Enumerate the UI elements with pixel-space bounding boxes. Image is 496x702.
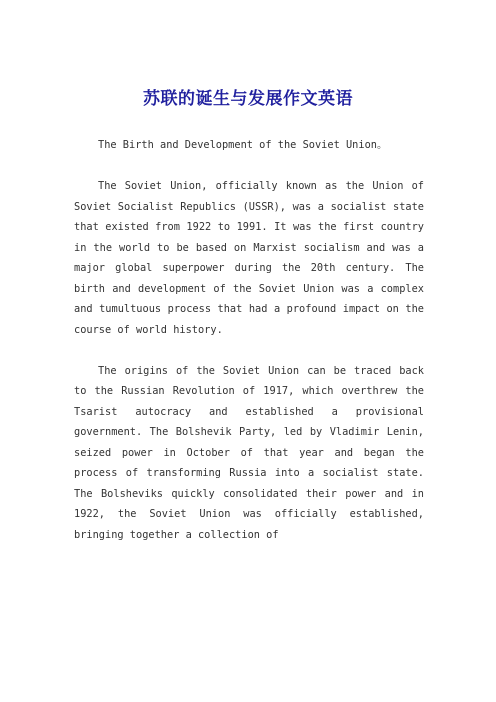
- document-subtitle: The Birth and Development of the Soviet Union。: [98, 139, 388, 151]
- document-title: 苏联的诞生与发展作文英语: [143, 89, 353, 109]
- paragraph: The origins of the Soviet Union can be traced back to the Russian Revolution of 1917, which overthrew the Tsarist autocracy and established a provisional government. The Bolshevik Party, led by Vladimir Lenin, seized power in October of that year and began the process of transforming Russia into a socialist state. The Bolsheviks quickly consolidated their power and in 1922, the Soviet Union was officially established, bringing together a collection of: [74, 364, 424, 541]
- paragraph: The Soviet Union, officially known as the Union of Soviet Socialist Republics (USSR), was a socialist state that existed from 1922 to 1991. It was the first country in the world to be based on Marxist socialism and was a major global superpower during the 20th century. The birth and development of the Soviet Union was a complex and tumultuous process that had a profound impact on the course of world history.: [74, 180, 424, 336]
- document-body: [74, 135, 424, 566]
